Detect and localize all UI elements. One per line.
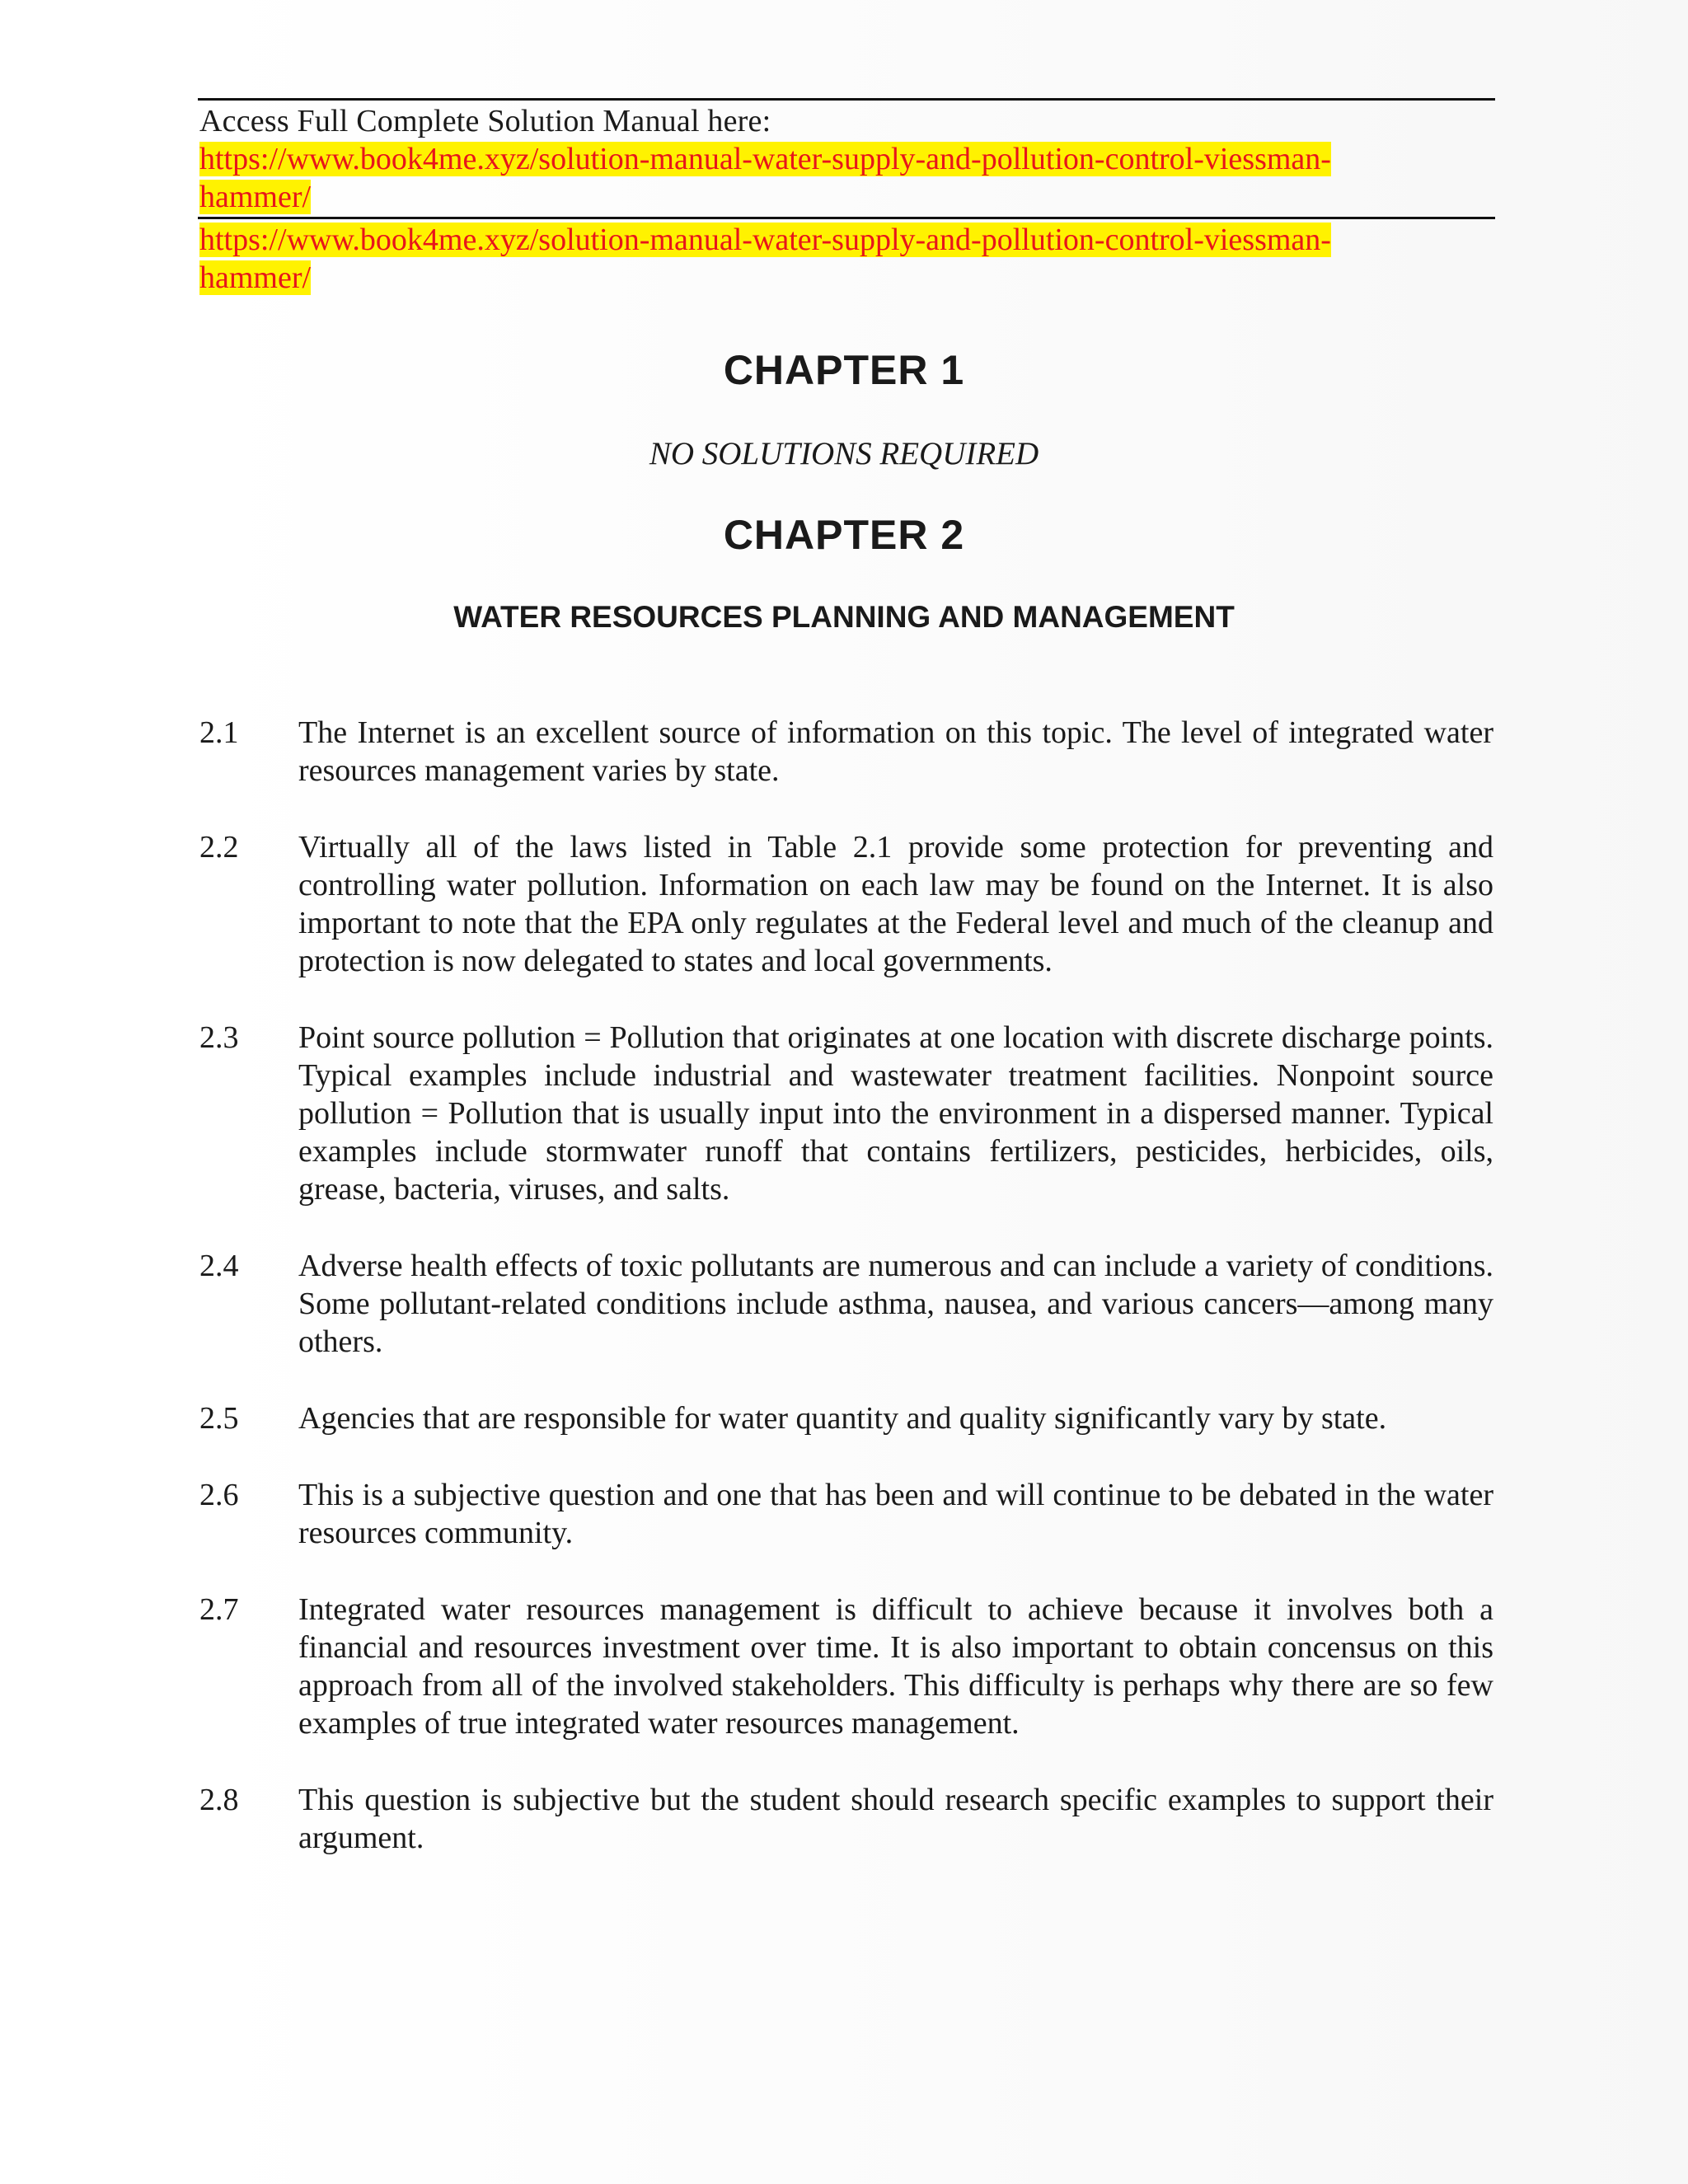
answer-list: [199, 714, 1493, 1896]
solution-link-2-line-1[interactable]: https://www.book4me.xyz/solution-manual-water-supply-and-pollution-control-viessman-: [199, 223, 1331, 257]
answer-number: 2.4: [199, 1249, 239, 1283]
solution-link-2[interactable]: [199, 221, 1386, 297]
answer-item: [199, 828, 1493, 980]
answer-text: Adverse health effects of toxic pollutants are numerous and can include a variety of conditions. Some pollutant-related conditions include asthma, nausea, and various cancers—among many others.: [298, 1249, 1493, 1359]
answer-item: [199, 1781, 1493, 1857]
answer-number: 2.3: [199, 1020, 239, 1055]
answer-number: 2.8: [199, 1783, 239, 1817]
answer-number: 2.2: [199, 830, 239, 865]
answer-item: [199, 1019, 1493, 1208]
access-text: Access Full Complete Solution Manual here:: [199, 104, 771, 138]
chapter-1-title: CHAPTER 1: [723, 347, 965, 393]
chapter-2-section-title: WATER RESOURCES PLANNING AND MANAGEMENT: [453, 600, 1235, 634]
top-rule: [198, 98, 1495, 101]
answer-item: [199, 1476, 1493, 1552]
solution-link-1-line-1[interactable]: https://www.book4me.xyz/solution-manual-water-supply-and-pollution-control-viessman-: [199, 142, 1331, 176]
solution-link-2-line-2[interactable]: hammer/: [199, 260, 312, 295]
answer-number: 2.5: [199, 1401, 239, 1436]
answer-item: [199, 1247, 1493, 1361]
solution-link-1[interactable]: [199, 140, 1386, 216]
answer-item: [199, 1399, 1493, 1437]
answer-number: 2.7: [199, 1592, 239, 1627]
answer-text: Virtually all of the laws listed in Table 2.1 provide some protection for preventing and controlling water pollution. Information on each law may be found on the Internet. It is also important to note that the EPA only regulates at the Federal level and much of the cleanup and protection is now delegated to states and local governments.: [298, 830, 1493, 978]
solution-link-1-line-2[interactable]: hammer/: [199, 180, 312, 214]
answer-item: [199, 1591, 1493, 1742]
answer-text: This is a subjective question and one that has been and will continue to be debated in the water resources community.: [298, 1478, 1493, 1550]
chapter-1-subtitle: NO SOLUTIONS REQUIRED: [649, 436, 1039, 471]
answer-text: Point source pollution = Pollution that originates at one location with discrete discharge points. Typical examples include industrial and wastewater treatment facilities. Nonpoint source pollution = Pollution that is usually input into the environment in a dispersed manner. Typical examples include stormwater runoff that contains fertilizers, pesticides, herbicides, oils, grease, bacteria, viruses, and salts.: [298, 1020, 1493, 1207]
answer-text: Integrated water resources management is difficult to achieve because it involves both a financial and resources investment over time. It is also important to obtain concensus on this approach from all of the involved stakeholders. This difficulty is perhaps why there are so few examples of true integrated water resources management.: [298, 1592, 1493, 1741]
answer-number: 2.6: [199, 1478, 239, 1512]
answer-number: 2.1: [199, 715, 239, 750]
answer-text: The Internet is an excellent source of information on this topic. The level of integrated water resources management varies by state.: [298, 715, 1493, 788]
answer-item: [199, 714, 1493, 790]
answer-text: This question is subjective but the student should research specific examples to support their argument.: [298, 1783, 1493, 1855]
chapter-2-title: CHAPTER 2: [723, 512, 965, 558]
answer-text: Agencies that are responsible for water quantity and quality significantly vary by state.: [298, 1401, 1387, 1436]
middle-rule: [198, 217, 1495, 219]
